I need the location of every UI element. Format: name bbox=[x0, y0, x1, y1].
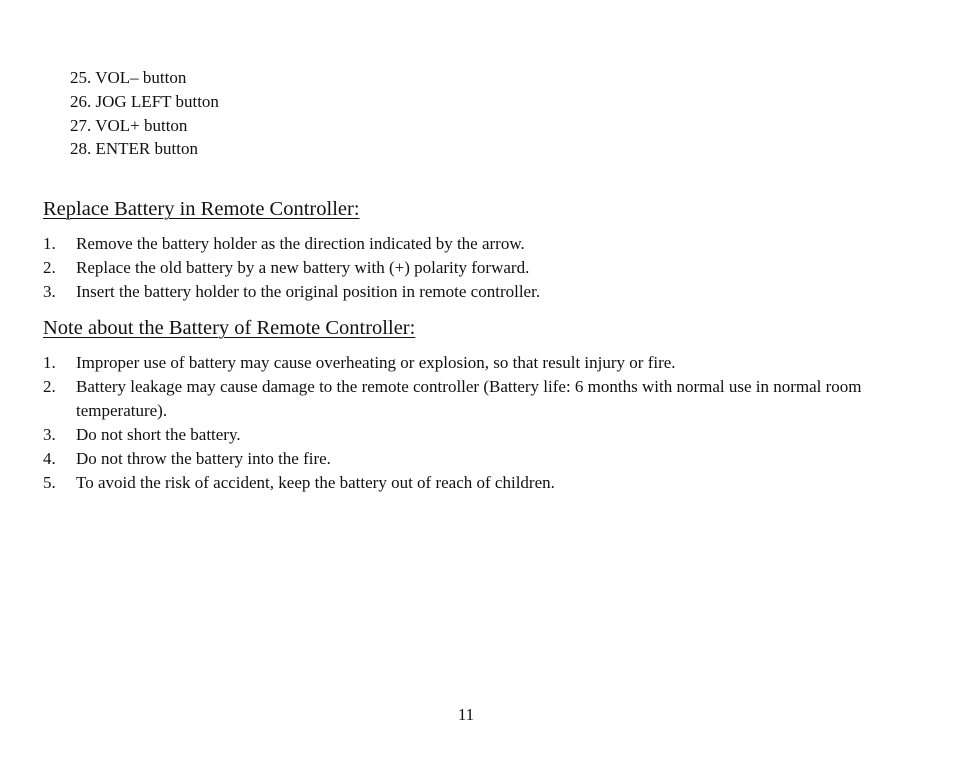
list-item-number: 2. bbox=[43, 377, 56, 396]
list-item-text: Replace the old battery by a new battery with (+) polarity forward. bbox=[76, 258, 530, 277]
battery-notes bbox=[43, 351, 903, 495]
button-list-item: 27. VOL+ button bbox=[70, 115, 188, 135]
list-item-number: 1. bbox=[43, 234, 56, 253]
list-item bbox=[43, 256, 903, 280]
button-list-item: 25. VOL– button bbox=[70, 68, 187, 87]
list-item bbox=[43, 471, 903, 495]
button-list bbox=[70, 66, 219, 161]
list-item-number: 3. bbox=[43, 425, 56, 444]
list-item-number: 2. bbox=[43, 258, 56, 277]
list-item-text: Insert the battery holder to the original position in remote controller. bbox=[76, 282, 541, 301]
list-item bbox=[43, 232, 903, 256]
list-item-text: Battery leakage may cause damage to the remote controller (Battery life: 6 months with normal use in normal room temperature). bbox=[76, 377, 862, 420]
list-item bbox=[43, 423, 903, 447]
list-item bbox=[43, 447, 903, 471]
list-item bbox=[43, 351, 903, 375]
list-item-text: Do not throw the battery into the fire. bbox=[76, 449, 331, 468]
page-number: 11 bbox=[457, 705, 475, 724]
list-item bbox=[43, 375, 903, 423]
list-item-text: Do not short the battery. bbox=[76, 425, 241, 444]
button-list-item: 26. JOG LEFT button bbox=[70, 91, 219, 111]
list-item-text: Improper use of battery may cause overheating or explosion, so that result injury or fire. bbox=[76, 353, 676, 372]
button-list-item: 28. ENTER button bbox=[70, 139, 198, 159]
list-item-text: To avoid the risk of accident, keep the battery out of reach of children. bbox=[76, 473, 555, 492]
list-item-number: 1. bbox=[43, 353, 56, 372]
list-item-number: 4. bbox=[43, 449, 56, 468]
list-item bbox=[43, 280, 903, 304]
list-item-number: 5. bbox=[43, 473, 56, 492]
list-item-number: 3. bbox=[43, 282, 56, 301]
replace-battery-steps bbox=[43, 232, 903, 304]
list-item-text: Remove the battery holder as the direction indicated by the arrow. bbox=[76, 234, 525, 253]
replace-battery-heading: Replace Battery in Remote Controller: bbox=[43, 198, 360, 220]
battery-note-heading: Note about the Battery of Remote Controller: bbox=[43, 317, 416, 339]
